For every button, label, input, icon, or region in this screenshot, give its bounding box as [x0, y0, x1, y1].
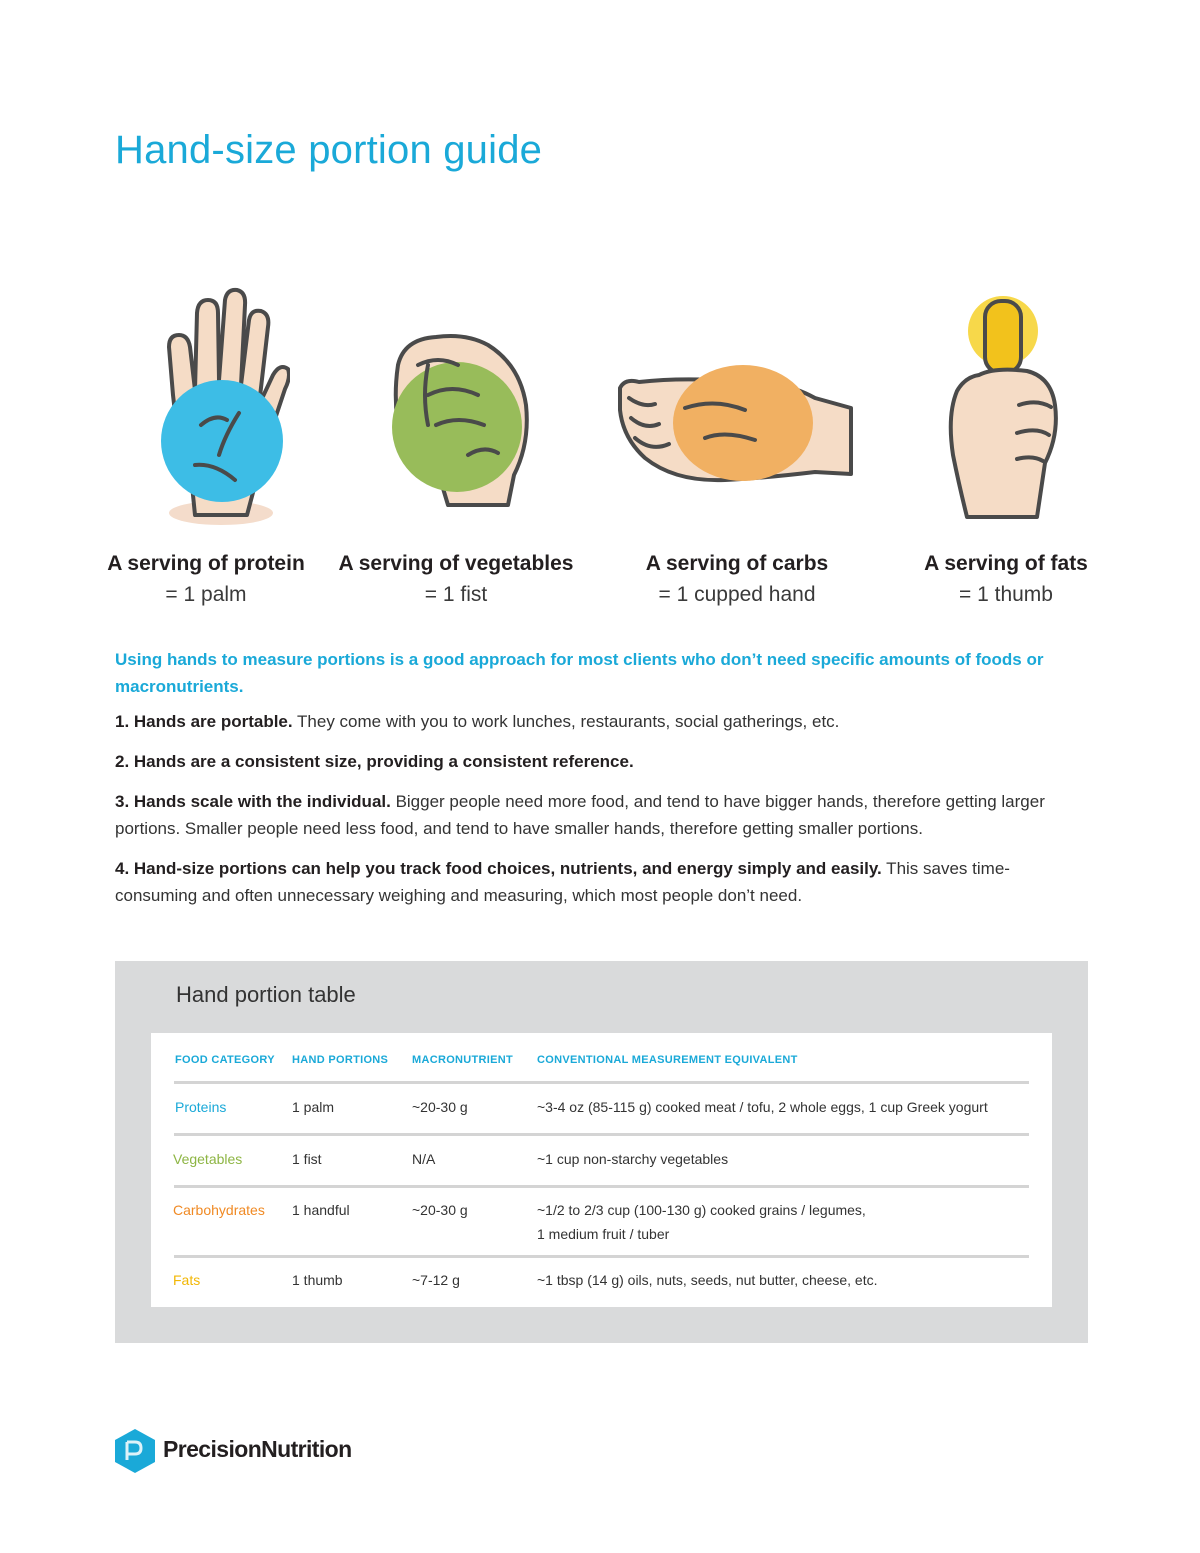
header-macronutrient: MACRONUTRIENT — [412, 1054, 514, 1066]
row-portion: 1 handful — [292, 1202, 350, 1218]
row-portion: 1 palm — [292, 1099, 335, 1115]
point-3-text: Bigger people need more food, and tend to have bigger hands, therefore getting larger portions. Smaller people need less food, and tend to have smaller hands, therefore getting smaller portions. — [115, 792, 1045, 838]
point-1 — [115, 708, 1080, 735]
thumb-icon — [945, 295, 1065, 520]
row-equivalent-line-2: 1 medium fruit / tuber — [537, 1226, 670, 1242]
row-macro: ~20-30 g — [412, 1202, 468, 1218]
table-divider — [174, 1185, 1029, 1188]
row-category: Vegetables — [173, 1151, 243, 1167]
logo-text: PrecisionNutrition — [163, 1436, 352, 1462]
fats-caption — [912, 548, 1100, 610]
hand-portion-table-card — [115, 961, 1088, 1343]
palm-icon — [155, 285, 290, 530]
table-title: Hand portion table — [176, 982, 356, 1007]
point-4-bold: 4. Hand-size portions can help you track food choices, nutrients, and energy simply and easily. — [115, 859, 882, 878]
cupped-hand-icon — [615, 348, 855, 488]
fats-caption-heading: A serving of fats — [924, 552, 1088, 575]
fats-caption-equals: = 1 thumb — [959, 583, 1053, 606]
carbs-caption-heading: A serving of carbs — [645, 552, 829, 575]
protein-caption-equals: = 1 palm — [165, 583, 247, 606]
point-4-text: This saves time-consuming and often unnecessary weighing and measuring, which most people don’t need. — [115, 859, 1010, 905]
row-macro: ~20-30 g — [412, 1099, 468, 1115]
point-1-bold: 1. Hands are portable. — [115, 712, 293, 731]
table-divider — [174, 1081, 1029, 1084]
row-equivalent: ~1 cup non-starchy vegetables — [537, 1151, 729, 1167]
row-equivalent: ~1 tbsp (14 g) oils, nuts, seeds, nut butter, cheese, etc. — [537, 1272, 878, 1288]
point-3-bold: 3. Hands scale with the individual. — [115, 792, 391, 811]
row-category: Proteins — [175, 1099, 227, 1115]
intro-text: Using hands to measure portions is a good approach for most clients who don’t need specific amounts of foods or macronutrients. — [115, 650, 1044, 696]
precision-nutrition-logo-icon — [113, 1428, 157, 1474]
header-conventional-equivalent: CONVENTIONAL MEASUREMENT EQUIVALENT — [537, 1054, 798, 1066]
row-category: Fats — [173, 1272, 201, 1288]
fist-icon — [388, 325, 538, 510]
point-2 — [115, 748, 1080, 775]
table-divider — [174, 1255, 1029, 1258]
hand-portion-table — [151, 1033, 1052, 1307]
protein-caption — [100, 548, 312, 610]
row-category: Carbohydrates — [173, 1202, 265, 1218]
row-macro: N/A — [412, 1151, 436, 1167]
row-equivalent: ~1/2 to 2/3 cup (100-130 g) cooked grains / legumes, — [537, 1202, 866, 1218]
point-4 — [115, 855, 1080, 909]
point-2-bold: 2. Hands are a consistent size, providing a consistent reference. — [115, 752, 634, 771]
row-portion: 1 thumb — [292, 1272, 343, 1288]
carbs-caption — [622, 548, 852, 610]
row-equivalent: ~3-4 oz (85-115 g) cooked meat / tofu, 2 whole eggs, 1 cup Greek yogurt — [537, 1099, 988, 1115]
page-title: Hand-size portion guide — [115, 128, 543, 172]
table-divider — [174, 1133, 1029, 1136]
point-3 — [115, 788, 1080, 842]
header-food-category: FOOD CATEGORY — [175, 1054, 275, 1066]
vegetables-caption — [336, 548, 576, 610]
row-macro: ~7-12 g — [412, 1272, 460, 1288]
vegetables-caption-equals: = 1 fist — [424, 583, 488, 606]
vegetables-caption-heading: A serving of vegetables — [338, 552, 574, 575]
point-1-text: They come with you to work lunches, restaurants, social gatherings, etc. — [292, 712, 840, 731]
protein-caption-heading: A serving of protein — [107, 552, 305, 575]
precision-nutrition-logo — [113, 1428, 383, 1476]
carbs-caption-equals: = 1 cupped hand — [658, 583, 816, 606]
header-hand-portions: HAND PORTIONS — [292, 1054, 389, 1066]
row-portion: 1 fist — [292, 1151, 322, 1167]
